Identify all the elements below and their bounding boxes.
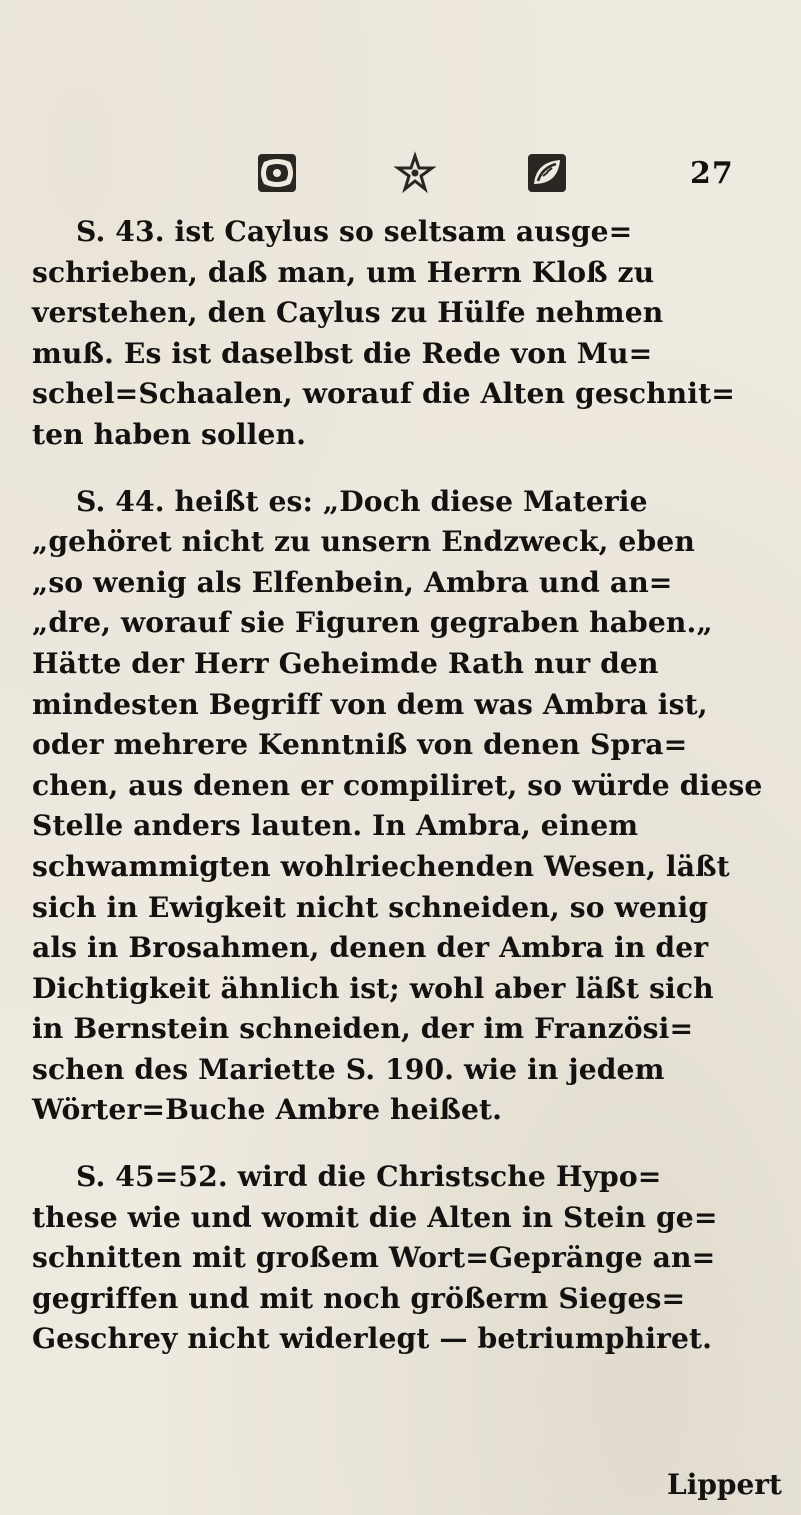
text-line: „dre, worauf sie Figuren gegraben haben.„ xyxy=(32,606,713,640)
text-line: S. 43. ist Caylus so seltsam ausge= xyxy=(76,215,633,248)
text-line: oder mehrere Kenntniß von denen Spra= xyxy=(32,728,688,762)
text-line: chen, aus denen er compiliret, so würde diese xyxy=(32,768,763,802)
text-line: „so wenig als Elfenbein, Ambra und an= xyxy=(32,565,673,599)
text-line: Geschrey nicht widerlegt — betriumphiret. xyxy=(32,1322,713,1356)
text-line: sich in Ewigkeit nicht schneiden, so wenig xyxy=(32,890,709,924)
text-line: schwammigten wohlriechenden Wesen, läßt xyxy=(32,849,730,883)
text-line: schnitten mit großem Wort=Gepränge an= xyxy=(32,1241,716,1275)
text-line: schel=Schaalen, worauf die Alten geschnit= xyxy=(32,377,735,411)
text-line: Stelle anders lauten. In Ambra, einem xyxy=(32,809,639,843)
text-line: these wie und womit die Alten in Stein ge= xyxy=(32,1200,718,1234)
text-line: gegriffen und mit noch größerm Sieges= xyxy=(32,1281,686,1315)
text-line: Hätte der Herr Geheimde Rath nur den xyxy=(32,646,659,680)
text-line: S. 44. heißt es: „Doch diese Materie xyxy=(76,484,648,518)
ornament-left-icon xyxy=(258,154,296,192)
text-line: verstehen, den Caylus zu Hülfe nehmen xyxy=(32,296,664,330)
paragraph-gap xyxy=(32,1131,792,1157)
ornament-right-icon xyxy=(528,154,566,192)
ornament-star-icon xyxy=(398,156,432,189)
header-ornaments xyxy=(248,148,588,198)
text-line: Dichtigkeit ähnlich ist; wohl aber läßt sich xyxy=(32,971,714,1005)
text-line: „gehöret nicht zu unsern Endzweck, eben xyxy=(32,525,695,559)
signature-catchword: Lippert xyxy=(667,1468,782,1501)
page-number: 27 xyxy=(690,156,734,191)
text-line: schen des Mariette S. 190. wie in jedem xyxy=(32,1052,665,1086)
text-line: muß. Es ist daselbst die Rede von Mu= xyxy=(32,336,653,370)
paragraph-gap xyxy=(32,456,792,482)
page-header xyxy=(0,148,801,198)
paragraph-2 xyxy=(32,482,792,1132)
paragraph-3 xyxy=(32,1157,792,1360)
body-text xyxy=(32,212,792,1360)
text-line: schrieben, daß man, um Herrn Kloß zu xyxy=(32,255,655,289)
paragraph-1 xyxy=(32,212,792,456)
text-line: in Bernstein schneiden, der im Französi= xyxy=(32,1012,694,1046)
text-line: als in Brosahmen, denen der Ambra in der xyxy=(32,931,709,965)
text-line: ten haben sollen. xyxy=(32,417,306,451)
text-line: S. 45=52. wird die Christsche Hypo= xyxy=(76,1160,662,1194)
text-line: mindesten Begriff von dem was Ambra ist, xyxy=(32,687,708,721)
text-line: Wörter=Buche Ambre heißet. xyxy=(32,1093,503,1127)
